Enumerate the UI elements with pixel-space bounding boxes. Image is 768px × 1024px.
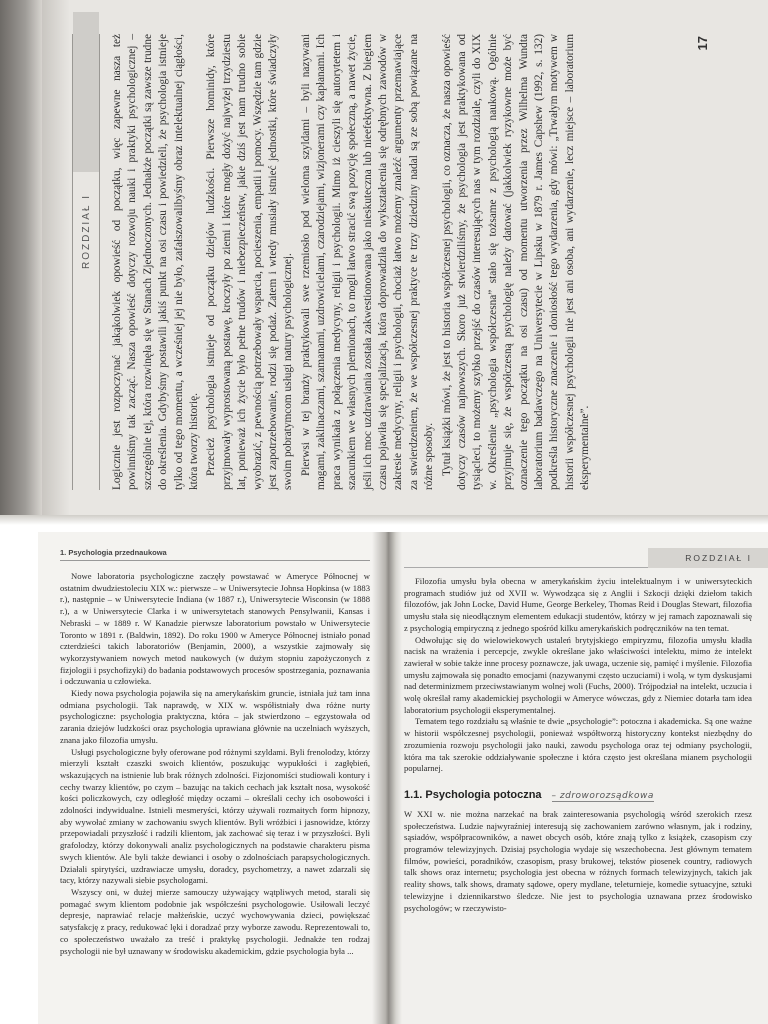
paragraph: Przecież psychologia istnieje od początku dziejów ludzkości. Pierwsze hominidy, które przyjmowały wyprostowaną postawę, kroczyły po ziemi i które mogły dożyć najwyżej trzydziestu lat, ponieważ ich życie było pełne trudów i niebezpieczeństw, jakie dziś jest nam trudno sobie wyobrazić, z pewnością potrzebowały wsparcia, pocieszenia, empatii i pomocy. Wszędzie tam gdzie jest zapotrzebowanie, rodzi się podaż. Zatem i wtedy musiały istnieć jednostki, które świadczyły swoim pobratymcom usługi natury psychologicznej. bbox=[205, 34, 295, 490]
page-number: 17 bbox=[695, 36, 710, 51]
paragraph: Odwołując się do wielowiekowych ustaleń brytyjskiego empiryzmu, filozofia umysłu kładła nacisk na wrażenia i percepcje, zwykle określane jako właściwości intelektu, mimo że intelekt zawierał w sobie także inne procesy poznawcze, jak uwaga, uczenie się, pamięć i myślenie. Filozofia umysłu zajmowała się ponadto emocjami (nazywanymi często uczuciami) i wolą, w tym dyskusjami nad determinizmem przeciwstawianym wolnej woli (Fuchs, 2000). Trójpodział na intelekt, uczucia i wolę określał ramy akademickiej psychologii w Ameryce wówczas, gdy z Niemiec dotarła tam idea laboratorium psychologii eksperymentalnej. bbox=[404, 634, 752, 715]
scan-left-margin bbox=[0, 532, 38, 1024]
chapter-header-block bbox=[73, 12, 99, 172]
chapter-header bbox=[72, 34, 100, 490]
section-heading bbox=[404, 789, 752, 802]
book-edge-shadow bbox=[0, 0, 42, 525]
paragraph: Logicznie jest rozpoczynać jakąkolwiek opowieść od początku, więc zapewne nasza też powinniśmy tak zacząć. Nasza opowieść dotyczy rozwoju nauki i praktyki psychologicznej – szczególnie tej, która rozwinęła się w Stanach Zjednoczonych. Jednakże początki są zawsze trudne do określenia. Gdybyśmy postawili jakiś punkt na osi czasu i powiedzieli, że psychologia istnieje tylko od tego momentu, a wcześniej jej nie było, zafałszowalibyśmy obraz intelektualnej ciągłości, która tworzy historię. bbox=[111, 34, 201, 490]
book-gutter-shadow bbox=[372, 532, 402, 1024]
rotated-book-page bbox=[54, 12, 714, 512]
paragraph: W XXI w. nie można narzekać na brak zainteresowania psychologią wśród szerokich rzesz społeczeństwa. Ludzie najwyraźniej interesują się zachowaniem zarówno własnym, jak i rodziny, sąsiadów, współpracowników, a nawet obcych osób, które znają tylko z książek, czasopism czy programów telewizyjnych. Dzisiaj psychologia wydaje się wszechobecna. Jest głównym tematem filmów, powieści, poradników, czasopism, prasy brukowej, tekstów piosenek country, radiowych talk shows oraz internetu; psychologia jest obecna w różnych formach telewizyjnych, takich jak reality shows, talk shows, dramaty sądowe, opery mydlane, teleturnieje, komedie sytuacyjne, sztuki telewizyjne i dziennikarstwo śledcze. Nie jest to psychologia uznawana przez środowisko psychologów; w rzeczywisto- bbox=[404, 808, 752, 913]
page-body-text bbox=[110, 34, 594, 490]
right-book-page bbox=[386, 532, 768, 1024]
paragraph: Wszyscy oni, w dużej mierze samouczy używający wątpliwych metod, starali się pomagać swym klientom podobnie jak współcześni psychologowie. Usiłowali leczyć depresje, naprawiać relacje małżeńskie, uczyć wychowywania dzieci, powiększać satysfakcję z pracy, redukować lęki i doradzać przy wyborze zawodu. Reprezentowali to, co społeczeństwo uważało za treść i praktykę psychologii. Jednakże ten rodzaj psychologii nie był uznawany w środowisku akademickim, gdzie psychologia była ... bbox=[60, 886, 370, 956]
section-title: 1.1. Psychologia potoczna bbox=[404, 788, 542, 801]
bottom-scanned-spread bbox=[0, 532, 768, 1024]
paragraph: Pierwsi w tej branży praktykowali swe rzemiosło pod wieloma szyldami – byli nazywani magami, zaklinaczami, szamanami, uzdrowicielami, czarodziejami, wizjonerami czy kapłanami. Ich praca wynikała z połączenia medycyny, religii i psychologii. Mimo iż cieszyli się autorytetem i szacunkiem we własnych plemionach, to mogli łatwo stracić swą pozycję społeczną, a nawet życie, jeśli ich moc uzdrawiania została zakwestionowana jako nieskuteczna lub nieefektywna. Z biegiem czasu pojawiła się specjalizacja, która doprowadziła do wykształcenia się odrębnych zawodów w zakresie medycyny, religii i psychologii, chociaż łatwo możemy znaleźć argumenty przemawiające za stwierdzeniem, że we współczesnej praktyce te trzy dziedziny nadal są ze sobą powiązane na różne sposoby. bbox=[299, 34, 436, 490]
paragraph: Tytuł książki mówi, że jest to historia współczesnej psychologii, co oznacza, że nasza opowieść dotyczy czasów najnowszych. Skoro już stwierdziliśmy, że psychologia jest praktykowana od tysiącleci, to możemy szybko przejść do czasów interesujących nas w tym rozdziale, czyli do XIX w. Określenie „psychologia współczesna” stało się tożsame z psychologią naukową. Ogólnie przyjmuje się, że współczesną psychologię należy datować (jakkolwiek ryzykowne może być oznaczenie tego początku na osi czasu) od momentu utworzenia przez Wilhelma Wundta laboratorium badawczego na Uniwersytecie w Lipsku w 1879 r. James Capshew (1992, s. 132) podkreśla historyczne znaczenie i doniosłość tego wydarzenia, gdy mówi: „Trwałym motywem w historii współczesnej psychologii nie jest ani osoba, ani wydarzenie, lecz miejsce – laboratorium eksperymentalne”. bbox=[440, 34, 592, 490]
paragraph: Kiedy nowa psychologia pojawiła się na amerykańskim gruncie, istniała już tam inna odmiana psychologii. Tak naprawdę, w XIX w. współistniały dwa różne nurty psychologiczne: psychologia praktyczna, która – jak stwierdzono – egzystowała od zarania dziejów ludzkości oraz psychologia uprawiana głównie na uczelniach wyższych, znana jako filozofia umysłu. bbox=[60, 688, 370, 745]
paragraph: Tematem tego rozdziału są właśnie te dwie „psychologie”: potoczna i akademicka. Są one ważne w historii współczesnej psychologii, ponieważ współtworzą historyczny kontekst niezbędny do zrozumienia rozwoju psychologii jako nauki, zawodu psychologa oraz tej odmiany psychologii, która ma tak szerokie oddziaływanie społeczne i która często jest określana mianem psychologii popularnej. bbox=[404, 716, 752, 774]
paragraph: Filozofia umysłu była obecna w amerykańskim życiu intelektualnym i w uniwersyteckich programach studiów już od XVII w. Wywodząca się z Anglii i Szkocji dzięki dziełom takich filozofów, jak John Locke, David Hume, George Berkeley, Thomas Reid i Douglas Stewart, filozofia umysłu stała się nieodłącznym elementem edukacji studentów, którzy w jej ramach zapoznawali się z psychologią empiryczną z jednego spośród kilku amerykańskich podręczników na ten temat. bbox=[404, 576, 752, 633]
chapter-label: ROZDZIAŁ I bbox=[685, 552, 752, 563]
chapter-label: ROZDZIAŁ I bbox=[80, 194, 92, 270]
paragraph: Nowe laboratoria psychologiczne zaczęły powstawać w Ameryce Północnej w ostatnim dwudziestoleciu XIX w.: pierwsze – w Uniwersytecie Johnsa Hopkinsa (w 1883 r.), następnie – w Uniwersytecie Indiana (w 1887 r.), Uniwersytecie Wisconsin (w 1888 r.), a w Uniwersytecie Clarka i w uniwersytetach stanowych Pensylwanii, Kansas i Nebraski – w 1889 r. W Kanadzie pierwsze laboratorium powstało w Uniwersytecie Toronto w 1891 r. (Baldwin, 1892). Do roku 1900 w Ameryce Północnej istniało ponad czterdzieści takich laboratoriów (Benjamin, 2000), a wszystkie zajmowały się wykorzystywaniem nowych metod naukowych (w dużym stopniu zapożyczonych z fizjologii i psychofizyki) do badania podstawowych procesów spostrzegania, poznawania i odczuwania u człowieka. bbox=[60, 571, 370, 687]
paragraph: Usługi psychologiczne były oferowane pod różnymi szyldami. Byli frenolodzy, którzy mierzyli kształt czaszki swoich klientów, poszukując wypukłości i zagłębień, wskazujących na istnienie lub brak różnych zdolności. Fizjonomiści studiowali kontury i cechy twarzy klientów, po czym – bazując na takich cechach jak kształt nosa, wysokość kości policzkowych, czy odległość między oczami – określali cechy ich osobowości i zdolności indywidualne. Istnieli mesmeryści, którzy używali rozmaitych form hipnozy, aby wywołać zmiany w zachowaniu swych klientów. Byli wróżbici i jasnowidze, którzy przepowiadali przyszłość i radzili klientom, jak zachować się teraz i w przyszłości. Byli grafolodzy, którzy dokonywali analiz psychologicznych na podstawie charakteru pisma swych klientów. Ale byli także dewianci i osoby o zdolnościach parapsychologicznych. Działali spirytyści, uzdrawiacze umysłu, doradcy, psychometrzy, a nawet zdarzali się tacy, którzy nazywali siebie psychologami. bbox=[60, 746, 370, 886]
scan-bottom-edge bbox=[0, 515, 768, 525]
left-page-body bbox=[60, 571, 370, 957]
running-head: 1. Psychologia przednaukowa bbox=[60, 548, 370, 561]
left-book-page bbox=[38, 532, 384, 1024]
handwritten-annotation: – zdroworozsądkowa bbox=[551, 790, 654, 801]
chapter-header bbox=[404, 548, 752, 568]
right-page-body bbox=[404, 576, 752, 914]
